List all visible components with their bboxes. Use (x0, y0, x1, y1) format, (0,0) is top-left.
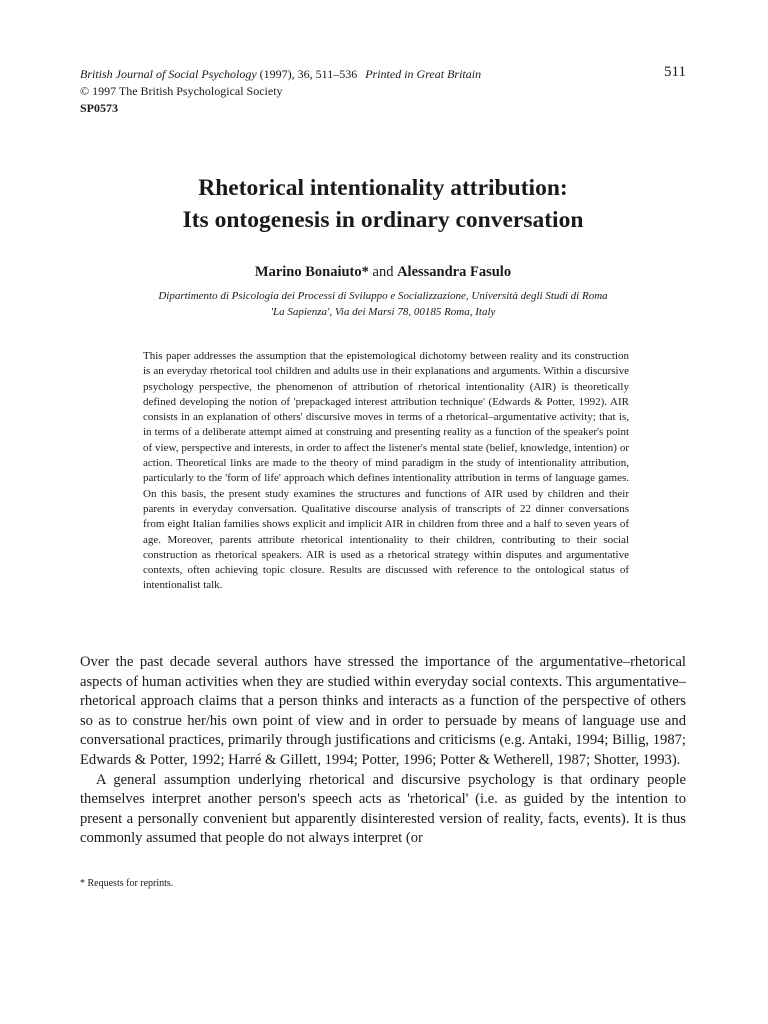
article-title (80, 172, 686, 236)
affiliation-line-1: Dipartimento di Psicologia dei Processi di Sviluppo e Socializzazione, Università degli Studi di Roma (158, 290, 608, 302)
abstract: This paper addresses the assumption that the epistemological dichotomy between reality and its construction is an everyday rhetorical tool children and adults use in their explanations and arguments. Within a discursive psychology perspective, the phenomenon of attribution of rhetorical intentionality (AIR) is theoretically defined developing the notion of 'prepackaged interest attribution technique' (Edwards & Potter, 1992). AIR consists in an explanation of others' discursive moves in terms of a rhetorical–argumentative activity; that is, in terms of a deliberate attempt aimed at construing and presenting reality as a function of the speaker's point of view, perspective and interests, in order to affect the listener's mental state (belief, knowledge, intention) or action. Theoretical links are made to the theory of mind paradigm in the study of intentionality attribution, particularly to the 'form of life' approach which defines intentionality attribution in terms of language games. On this basis, the present study examines the structures and functions of AIR used by children and their parents in everyday conversation. Qualitative discourse analysis of transcripts of 22 dinner conversations from eight Italian families shows explicit and implicit AIR in children from three and a half to seven years of age. Moreover, parents attribute rhetorical intentionality to their children, contributing to their social construction as rhetorical speakers. AIR is used as a rhetorical strategy within disputes and argumentative contexts, often achieving topic closure. Results are discussed with reference to the ontological status of intentionalist talk. (143, 350, 629, 592)
copyright-line: © 1997 The British Psychological Society (80, 84, 283, 98)
page-number: 511 (664, 64, 686, 80)
title-line-1: Rhetorical intentionality attribution: (198, 175, 568, 201)
article-body (80, 653, 686, 849)
article-code: SP0573 (80, 101, 119, 115)
affiliation (80, 288, 686, 320)
author-2: Alessandra Fasulo (397, 264, 512, 280)
affiliation-line-2: 'La Sapienza', Via dei Marsi 78, 00185 Roma, Italy (270, 306, 496, 318)
journal-citation (80, 67, 357, 81)
journal-name: British Journal of Social Psychology (80, 67, 257, 81)
body-paragraph-2: A general assumption underlying rhetorical and discursive psychology is that ordinary people themselves interpret another person's speech acts as 'rhetorical' (i.e. as guided by the intention to present a personally convenient but apparently disinterested version of reality, facts, events). It is thus commonly assumed that people do not always interpret (or (80, 771, 686, 847)
printed-in: Printed in Great Britain (365, 67, 482, 81)
header-row (80, 66, 686, 83)
title-line-2: Its ontogenesis in ordinary conversation (182, 207, 584, 233)
journal-details: (1997), 36, 511–536 (256, 67, 358, 81)
authors-and: and (368, 264, 398, 280)
body-paragraph-1: Over the past decade several authors have stressed the importance of the argumentative–rhetorical aspects of human activities when they are studied within everyday social contexts. This argumentative–rhetorical approach claims that a person thinks and interacts as a function of the perspective of others so as to construe her/his own point of view and in order to persuade by means of language use and conversational practices, primarily through justifications and criticisms (e.g. Antaki, 1994; Billig, 1987; Edwards & Potter, 1992; Harré & Gillett, 1994; Potter, 1996; Potter & Wetherell, 1987; Shotter, 1993). (80, 654, 686, 768)
authors-line (80, 264, 686, 281)
footnote: * Requests for reprints. (80, 878, 174, 889)
journal-header (80, 66, 686, 117)
author-1: Marino Bonaiuto* (254, 264, 369, 280)
